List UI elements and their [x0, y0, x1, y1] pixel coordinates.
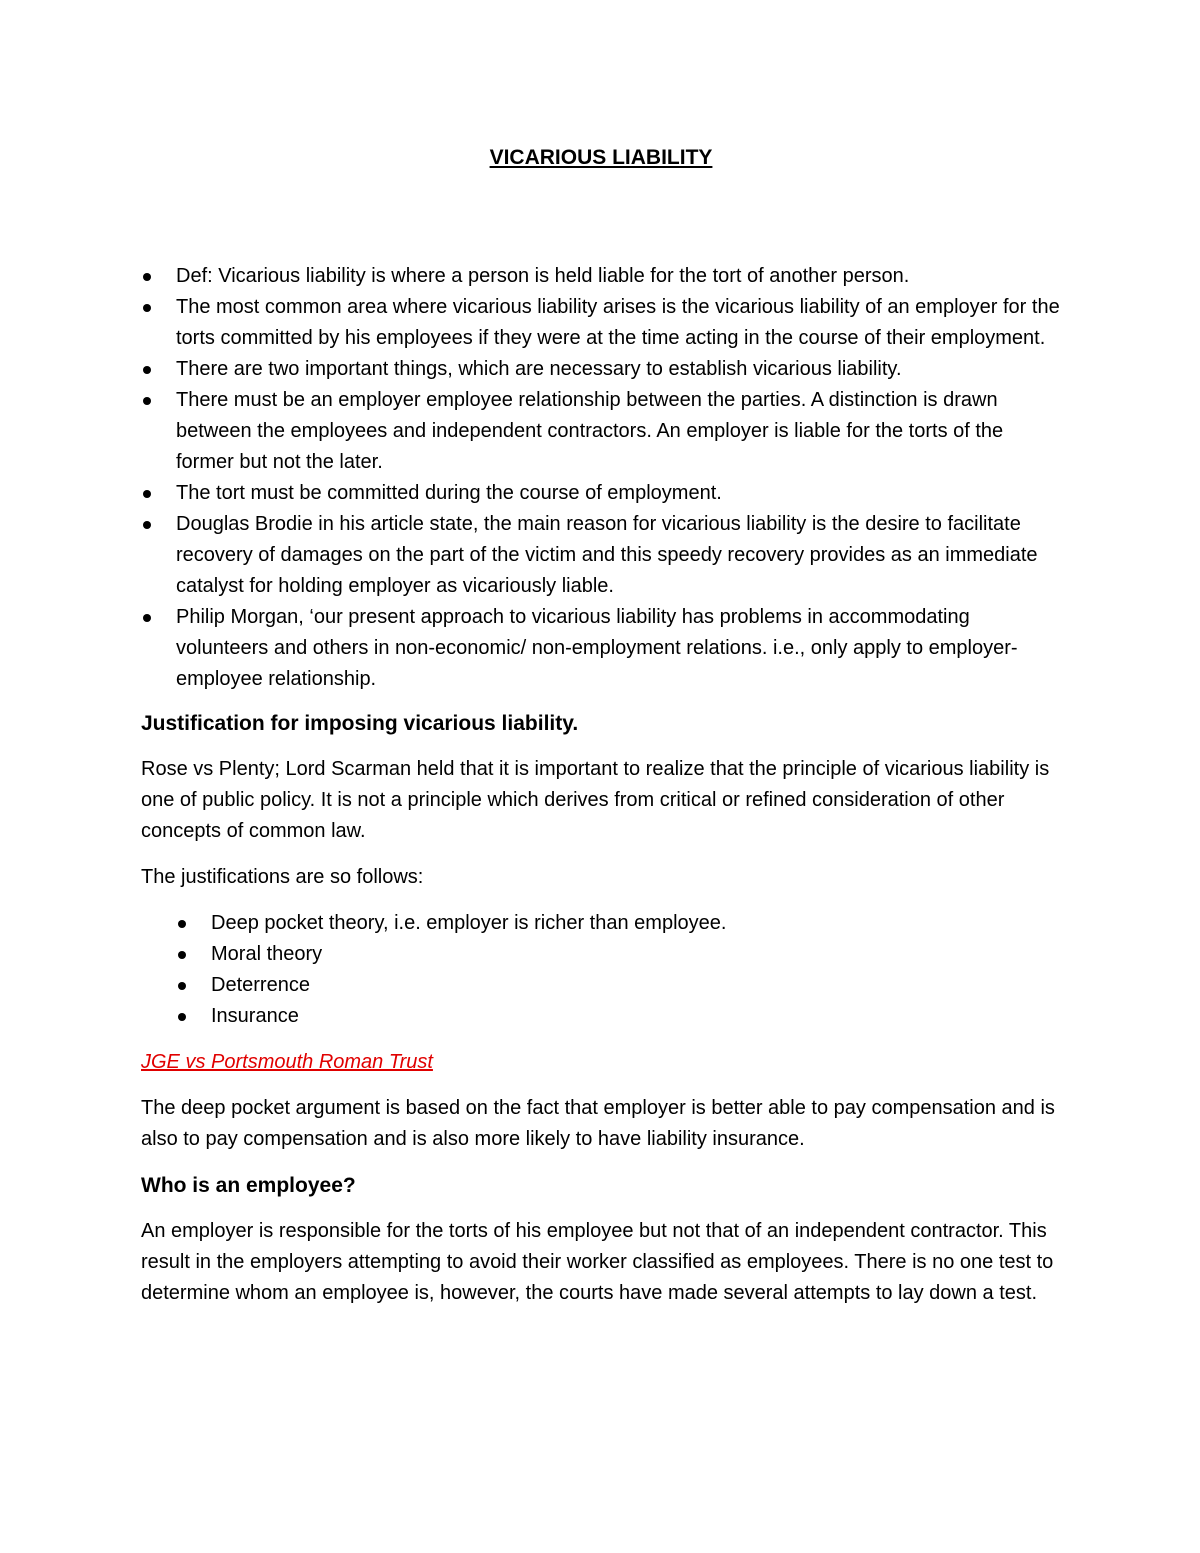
paragraph-justifications-intro: The justifications are so follows: — [141, 866, 424, 888]
case-link-jge[interactable]: JGE vs Portsmouth Roman Trust — [141, 1051, 433, 1073]
paragraph-employee: An employer is responsible for the torts of his employee but not that of an independent contractor. This result in the employers attempting to avoid their worker classified as employees. There is no one test to determine whom an employee is, however, the courts have made several attempts to lay down a test. — [141, 1220, 1054, 1304]
list-item: Moral theory — [141, 939, 1061, 970]
list-item: Douglas Brodie in his article state, the main reason for vicarious liability is the desire to facilitate recovery of damages on the part of the victim and this speedy recovery provides as an immediate catalyst for holding employer as vicariously liable. — [141, 509, 1061, 602]
list-item: Def: Vicarious liability is where a person is held liable for the tort of another person. — [141, 261, 1061, 292]
heading-justification: Justification for imposing vicarious liability. — [141, 712, 579, 735]
list-item: Philip Morgan, ‘our present approach to vicarious liability has problems in accommodating volunteers and others in non-economic/ non-employment relations. i.e., only apply to employer-employee relationship. — [141, 602, 1061, 695]
heading-who-is-employee: Who is an employee? — [141, 1174, 356, 1197]
list-item: There are two important things, which are necessary to establish vicarious liability. — [141, 354, 1061, 385]
paragraph-deep-pocket: The deep pocket argument is based on the fact that employer is better able to pay compensation and is also to pay compensation and is also more likely to have liability insurance. — [141, 1097, 1055, 1150]
list-item: Insurance — [141, 1001, 1061, 1032]
document-title: VICARIOUS LIABILITY — [489, 146, 713, 169]
justification-bullet-list — [141, 908, 1061, 1032]
main-bullet-list — [141, 261, 1061, 695]
list-item: There must be an employer employee relationship between the parties. A distinction is drawn between the employees and independent contractors. An employer is liable for the torts of the former but not the later. — [141, 385, 1061, 478]
list-item: The tort must be committed during the course of employment. — [141, 478, 1061, 509]
list-item: Deep pocket theory, i.e. employer is richer than employee. — [141, 908, 1061, 939]
list-item: Deterrence — [141, 970, 1061, 1001]
paragraph-rose-vs-plenty: Rose vs Plenty; Lord Scarman held that it is important to realize that the principle of vicarious liability is one of public policy. It is not a principle which derives from critical or refined consideration of other concepts of common law. — [141, 758, 1050, 842]
document-body — [141, 142, 1061, 1324]
list-item: The most common area where vicarious liability arises is the vicarious liability of an employer for the torts committed by his employees if they were at the time acting in the course of their employment. — [141, 292, 1061, 354]
